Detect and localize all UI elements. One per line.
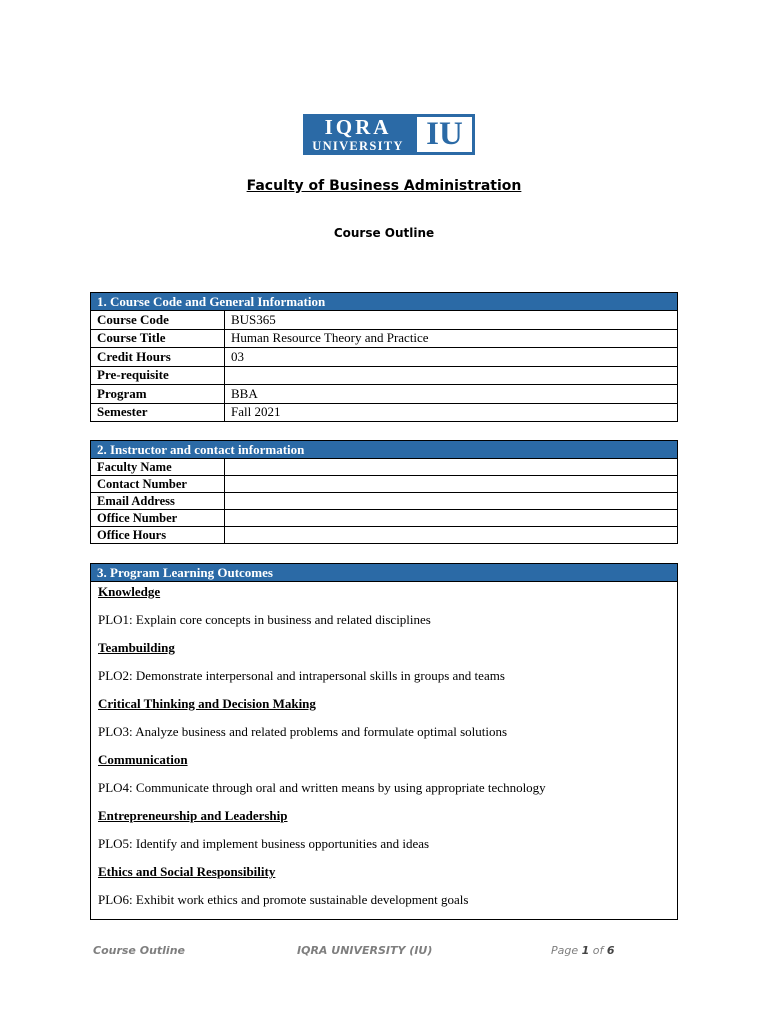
row-value — [225, 510, 678, 527]
row-label: Course Code — [91, 311, 225, 330]
plo-text: PLO4: Communicate through oral and written means by using appropriate technology — [98, 780, 546, 795]
table-row — [91, 311, 678, 330]
plo-text: PLO2: Demonstrate interpersonal and intrapersonal skills in groups and teams — [98, 668, 505, 683]
plo-text: PLO6: Exhibit work ethics and promote sustainable development goals — [98, 892, 469, 907]
row-label: Course Title — [91, 329, 225, 348]
logo-word-university: UNIVERSITY — [312, 138, 404, 153]
page-word: Page — [551, 944, 579, 957]
logo-word-iqra: IQRA — [324, 114, 392, 139]
footer-page-number — [551, 944, 615, 957]
table-row — [91, 329, 678, 348]
footer-doc-title: Course Outline — [93, 944, 185, 957]
table-row — [91, 403, 678, 422]
page-footer — [0, 944, 768, 960]
faculty-heading: Faculty of Business Administration — [246, 178, 522, 194]
logo-wordmark — [303, 114, 413, 153]
table-row — [91, 348, 678, 367]
university-logo — [303, 114, 475, 155]
section-header — [91, 564, 678, 582]
page-of: of — [592, 944, 604, 957]
row-label: Office Number — [91, 510, 225, 527]
row-value — [225, 527, 678, 544]
section-title: 3. Program Learning Outcomes — [91, 564, 678, 582]
row-value — [225, 459, 678, 476]
table-row — [91, 493, 678, 510]
section-header — [91, 293, 678, 311]
document-title: Course Outline — [333, 226, 435, 240]
plo-heading: Teambuilding — [98, 640, 175, 655]
section-title: 1. Course Code and General Information — [91, 293, 678, 311]
page-total: 6 — [606, 944, 615, 957]
plo-heading: Ethics and Social Responsibility — [98, 864, 276, 879]
plo-text: PLO5: Identify and implement business opportunities and ideas — [98, 836, 430, 851]
row-value: BUS365 — [225, 311, 678, 330]
row-value: Human Resource Theory and Practice — [225, 329, 678, 348]
table-row — [91, 459, 678, 476]
row-label: Contact Number — [91, 476, 225, 493]
table-row — [91, 527, 678, 544]
plo-heading: Entrepreneurship and Leadership — [98, 808, 288, 823]
plo-heading: Knowledge — [98, 584, 161, 599]
row-label: Program — [91, 385, 225, 404]
row-value — [225, 366, 678, 385]
section-title: 2. Instructor and contact information — [91, 441, 678, 459]
row-value: Fall 2021 — [225, 403, 678, 422]
row-label: Email Address — [91, 493, 225, 510]
plo-list — [91, 582, 678, 920]
row-value: 03 — [225, 348, 678, 367]
plo-heading: Communication — [98, 752, 188, 767]
row-label: Faculty Name — [91, 459, 225, 476]
plo-text: PLO1: Explain core concepts in business and related disciplines — [98, 612, 431, 627]
logo-monogram: IU — [417, 117, 472, 152]
row-value — [225, 476, 678, 493]
row-value — [225, 493, 678, 510]
table-row — [91, 366, 678, 385]
table-row — [91, 510, 678, 527]
instructor-info-table — [90, 440, 678, 544]
row-label: Credit Hours — [91, 348, 225, 367]
section-header — [91, 441, 678, 459]
footer-university: IQRA UNIVERSITY (IU) — [297, 944, 433, 957]
table-row — [91, 385, 678, 404]
page-current: 1 — [581, 944, 590, 957]
row-value: BBA — [225, 385, 678, 404]
row-label: Semester — [91, 403, 225, 422]
plo-heading: Critical Thinking and Decision Making — [98, 696, 316, 711]
program-learning-outcomes-table — [90, 563, 678, 920]
plo-text: PLO3: Analyze business and related problems and formulate optimal solutions — [98, 724, 508, 739]
table-row — [91, 476, 678, 493]
course-info-table — [90, 292, 678, 422]
row-label: Office Hours — [91, 527, 225, 544]
row-label: Pre-requisite — [91, 366, 225, 385]
